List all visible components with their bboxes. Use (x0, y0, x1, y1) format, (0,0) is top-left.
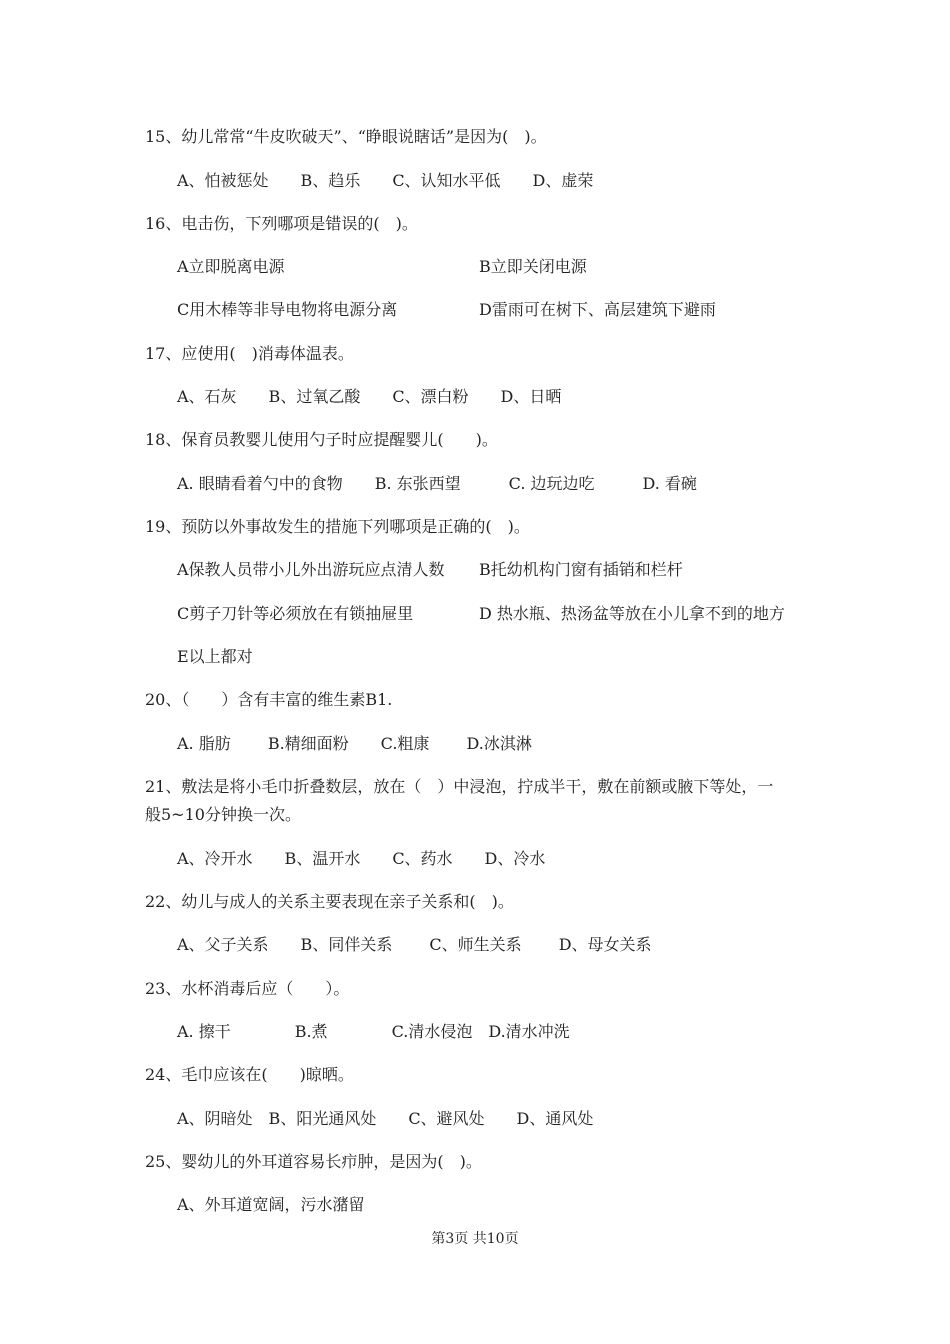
question-24: 24、毛巾应该在( )晾晒。 (145, 1065, 354, 1084)
option-16-a: A立即脱离电源 (177, 257, 285, 276)
page-footer: 第3页 共10页 (431, 1231, 519, 1247)
option-19-b: B托幼机构门窗有插销和栏杆 (479, 560, 683, 579)
question-19: 19、预防以外事故发生的措施下列哪项是正确的( )。 (145, 517, 530, 536)
options-24: A、阴暗处 B、阳光通风处 C、避风处 D、通风处 (177, 1109, 594, 1128)
option-16-b: B立即关闭电源 (479, 257, 587, 276)
option-16-c: C用木棒等非导电物将电源分离 (177, 300, 398, 319)
question-18: 18、保育员教婴儿使用勺子时应提醒婴儿( )。 (145, 430, 498, 449)
question-21-cont: 般5~10分钟换一次。 (145, 805, 301, 824)
question-22: 22、幼儿与成人的关系主要表现在亲子关系和( )。 (145, 892, 514, 911)
options-23: A. 擦干 B.煮 C.清水侵泡 D.清水冲洗 (177, 1022, 570, 1041)
question-20: 20、（ ）含有丰富的维生素B1. (145, 690, 393, 709)
options-22: A、父子关系 B、同伴关系 C、师生关系 D、母女关系 (177, 935, 652, 954)
question-16: 16、电击伤，下列哪项是错误的( )。 (145, 214, 418, 233)
option-16-d: D雷雨可在树下、高层建筑下避雨 (479, 300, 716, 319)
option-19-a: A保教人员带小儿外出游玩应点清人数 (177, 560, 445, 579)
question-23: 23、水杯消毒后应（ ）。 (145, 979, 350, 998)
options-18: A. 眼睛看着勺中的食物 B. 东张西望 C. 边玩边吃 D. 看碗 (177, 474, 697, 493)
option-19-d: D 热水瓶、热汤盆等放在小儿拿不到的地方 (479, 604, 785, 623)
question-25: 25、婴幼儿的外耳道容易长疖肿，是因为( )。 (145, 1152, 482, 1171)
question-17: 17、应使用( )消毒体温表。 (145, 344, 354, 363)
question-21: 21、敷法是将小毛巾折叠数层，放在（ ）中浸泡，拧成半干，敷在前额或腋下等处，一 (145, 777, 774, 796)
options-20: A. 脂肪 B.精细面粉 C.粗康 D.冰淇淋 (177, 734, 532, 753)
options-15: A、怕被惩处 B、趋乐 C、认知水平低 D、虚荣 (177, 171, 594, 190)
question-15: 15、幼儿常常“牛皮吹破天”、“睁眼说瞎话”是因为( )。 (145, 127, 547, 146)
option-25-a: A、外耳道宽阔，污水潴留 (177, 1195, 365, 1214)
options-17: A、石灰 B、过氧乙酸 C、漂白粉 D、日晒 (177, 387, 562, 406)
options-21: A、冷开水 B、温开水 C、药水 D、冷水 (177, 849, 546, 868)
option-19-e: E以上都对 (177, 647, 253, 666)
option-19-c: C剪子刀针等必须放在有锁抽屉里 (177, 604, 414, 623)
